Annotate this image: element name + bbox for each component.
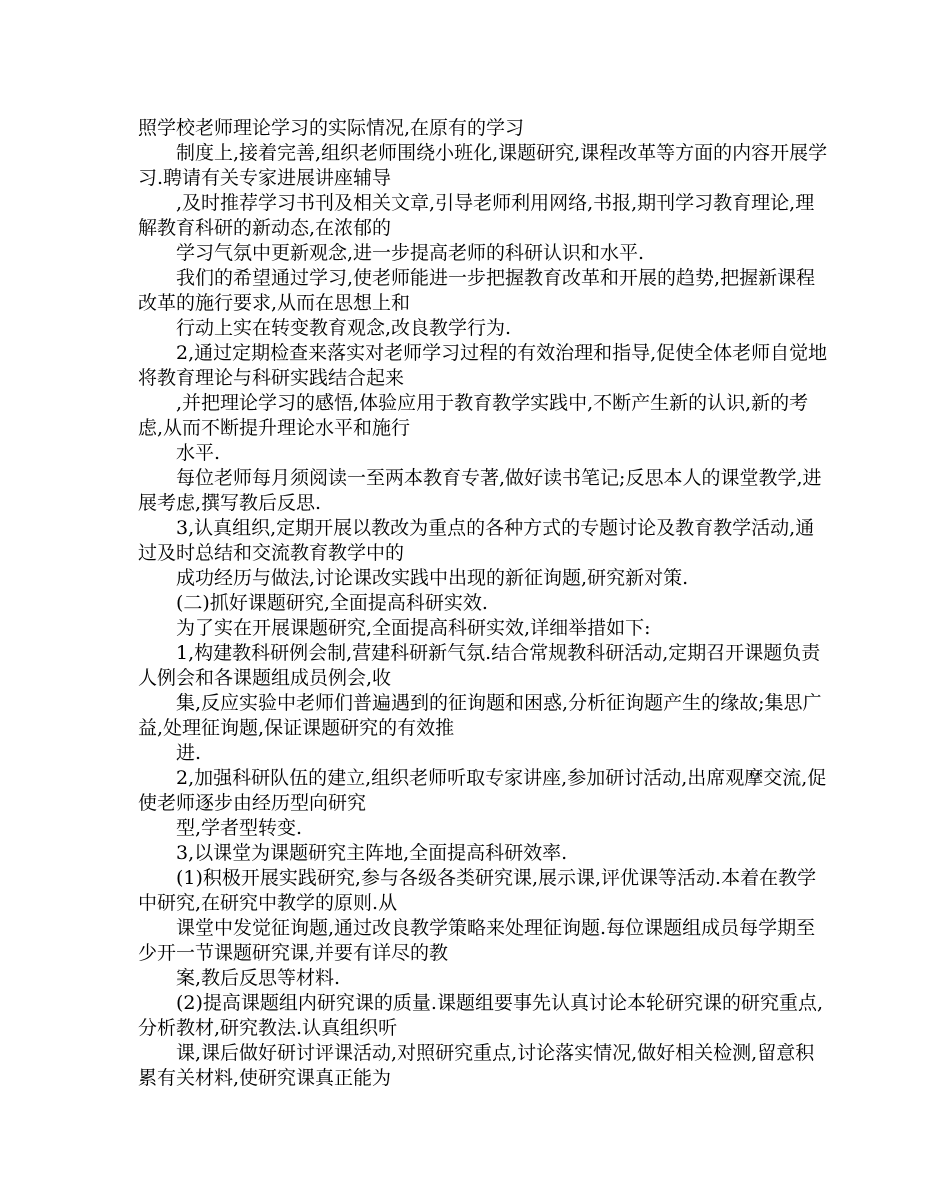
paragraph: 每位老师每月须阅读一至两本教育专著,做好读书笔记;反思本人的课堂教学,进展考虑,撰写教后反思. (138, 467, 822, 514)
paragraph: 课堂中发觉征询题,通过改良教学策略来处理征询题.每位课题组成员每学期至少开一节课题研究课,并要有详尽的教 (138, 917, 816, 964)
paragraph: 3,认真组织,定期开展以教改为重点的各种方式的专题讨论及教育教学活动,通过及时总结和交流教育教学中的 (138, 517, 815, 564)
paragraph: 集,反应实验中老师们普遍遇到的征询题和困惑,分析征询题产生的缘故;集思广益,处理征询题,保证课题研究的有效推 (138, 692, 822, 739)
paragraph: (1)积极开展实践研究,参与各级各类研究课,展示课,评优课等活动.本着在教学中研究,在研究中教学的原则.从 (138, 867, 817, 914)
body-text (138, 116, 828, 1091)
paragraph: 进. (176, 742, 202, 764)
paragraph: 学习气氛中更新观念,进一步提高老师的科研认识和水平. (176, 242, 645, 264)
paragraph: (二)抓好课题研究,全面提高科研实效. (176, 592, 488, 614)
paragraph: 案,教后反思等材料. (176, 967, 341, 989)
paragraph: 3,以课堂为课题研究主阵地,全面提高科研效率. (176, 842, 568, 864)
paragraph: 2,通过定期检查来落实对老师学习过程的有效治理和指导,促使全体老师自觉地将教育理论与科研实践结合起来 (138, 342, 828, 389)
paragraph: 1,构建教科研例会制,营建科研新气氛.结合常规教科研活动,定期召开课题负责人例会和各课题组成员例会,收 (138, 642, 821, 689)
paragraph: 课,课后做好研讨评课活动,对照研究重点,讨论落实情况,做好相关检测,留意积累有关材料,使研究课真正能为 (138, 1042, 815, 1089)
paragraph: (2)提高课题组内研究课的质量.课题组要事先认真讨论本轮研究课的研究重点,分析教材,研究教法.认真组织听 (138, 992, 823, 1039)
paragraph: 水平. (176, 442, 221, 464)
paragraph: ,并把理论学习的感悟,体验应用于教育教学实践中,不断产生新的认识,新的考虑,从而不断提升理论水平和施行 (138, 392, 809, 439)
paragraph: 照学校老师理论学习的实际情况,在原有的学习 (138, 117, 525, 139)
paragraph: 为了实在开展课题研究,全面提高科研实效,详细举措如下: (176, 617, 651, 639)
paragraph: 型,学者型转变. (176, 817, 303, 839)
paragraph: 成功经历与做法,讨论课改实践中出现的新征询题,研究新对策. (176, 567, 689, 589)
paragraph: 行动上实在转变教育观念,改良教学行为. (176, 317, 512, 339)
paragraph: 2,加强科研队伍的建立,组织老师听取专家讲座,参加研讨活动,出席观摩交流,促使老师逐步由经历型向研究 (138, 767, 827, 814)
paragraph: 制度上,接着完善,组织老师围绕小班化,课题研究,课程改革等方面的内容开展学习.聘请有关专家进展讲座辅导 (138, 142, 828, 189)
paragraph: ,及时推荐学习书刊及相关文章,引导老师利用网络,书报,期刊学习教育理论,理解教育科研的新动态,在浓郁的 (138, 192, 815, 239)
paragraph: 我们的希望通过学习,使老师能进一步把握教育改革和开展的趋势,把握新课程改革的施行要求,从而在思想上和 (138, 267, 816, 314)
